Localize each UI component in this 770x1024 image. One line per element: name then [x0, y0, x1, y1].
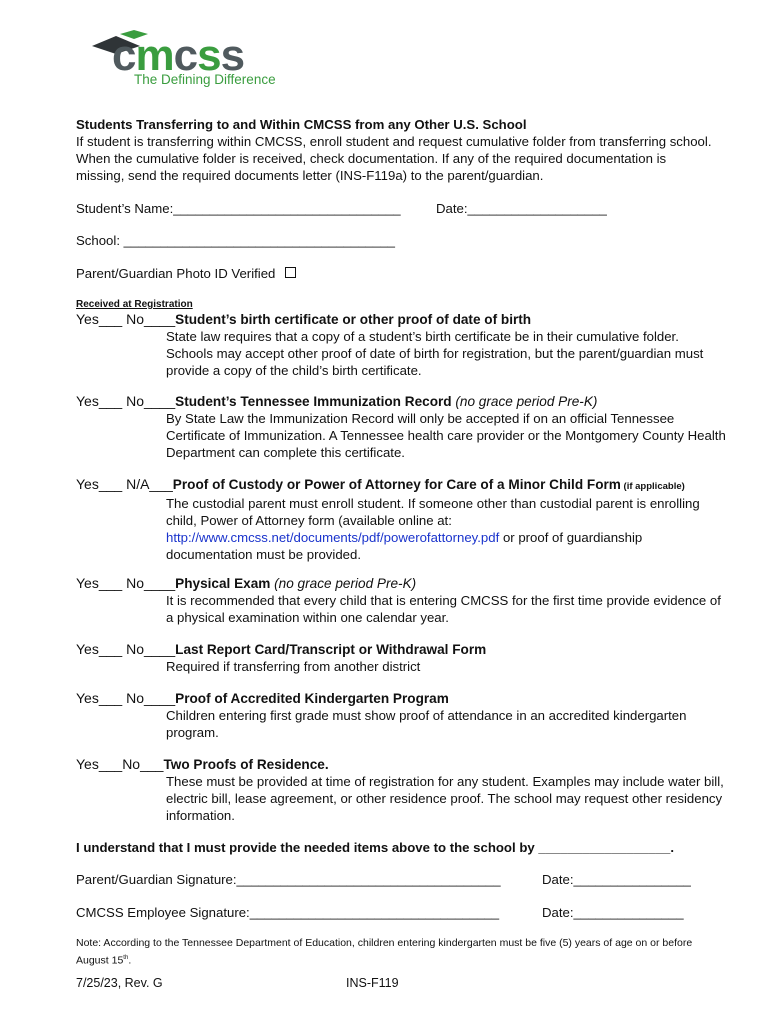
checklist-item-residence [76, 756, 736, 824]
photo-id-label: Parent/Guardian Photo ID Verified [76, 266, 276, 281]
yes-no-check[interactable]: Yes___ No____ [76, 311, 176, 327]
item-qualifier: (if applicable) [620, 481, 685, 492]
item-description [166, 495, 726, 563]
item-heading: Proof of Accredited Kindergarten Program [175, 691, 449, 706]
note-superscript: th [123, 955, 129, 961]
form-id: INS-F119 [346, 976, 399, 990]
item-description: Required if transferring from another district [166, 659, 421, 674]
school-field[interactable]: School: _____________________________________ [76, 233, 396, 248]
photo-id-checkbox[interactable] [285, 267, 296, 278]
item-description: By State Law the Immunization Record will only be accepted if on an official Tennessee Certificate of Immunization. A Tennessee health care provider or the Montgomery County Health Department can complete this certificate. [166, 411, 726, 460]
item-description: It is recommended that every child that is entering CMCSS for the first time provide evidence of a physical examination within one calendar year. [166, 593, 721, 625]
yes-no-check[interactable]: Yes___ No____ [76, 641, 176, 657]
yes-no-check[interactable]: Yes___No___ [76, 756, 164, 772]
revision-date: 7/25/23, Rev. G [76, 976, 163, 990]
kindergarten-age-note [76, 936, 716, 969]
received-label: Received at Registration [76, 299, 193, 310]
checklist-item-birth-certificate [76, 311, 736, 379]
employee-date-field[interactable]: Date:_______________ [542, 905, 684, 920]
item-heading: Physical Exam [175, 576, 271, 591]
intro-text: If student is transferring within CMCSS, enroll student and request cumulative folder from transferring school. When the cumulative folder is received, check documentation. If any of the required documentation is missing, send the required documents letter (INS-F119a) to the parent/guardian. [76, 134, 712, 183]
logo-tagline: The Defining Difference [134, 72, 276, 87]
item-note: (no grace period Pre-K) [270, 576, 417, 591]
note-text: Note: According to the Tennessee Department of Education, children entering kindergarten must be five (5) years of age on or before August 15 [76, 937, 693, 967]
item-heading: Student’s birth certificate or other proof of date of birth [175, 312, 532, 327]
student-name-field[interactable]: Student’s Name:_______________________________ [76, 201, 401, 216]
employee-signature-field[interactable]: CMCSS Employee Signature:__________________________________ [76, 905, 500, 920]
checklist-item-immunization [76, 393, 736, 461]
item-heading: Proof of Custody or Power of Attorney for Care of a Minor Child Form [172, 477, 621, 492]
item-heading: Two Proofs of Residence. [163, 757, 329, 772]
note-period: . [128, 954, 132, 967]
photo-id-row [76, 265, 296, 282]
parent-signature-field[interactable]: Parent/Guardian Signature:____________________________________ [76, 872, 501, 887]
yes-no-check[interactable]: Yes___ No____ [76, 575, 176, 591]
intro-section [76, 116, 716, 184]
item-description: Children entering first grade must show proof of attendance in an accredited kindergarten program. [166, 708, 687, 740]
yes-no-check[interactable]: Yes___ No____ [76, 690, 176, 706]
date-field[interactable]: Date:___________________ [436, 201, 607, 216]
checklist-item-kindergarten [76, 690, 736, 741]
logo-wordmark: cmcss [112, 31, 245, 80]
checklist-item-physical-exam [76, 575, 736, 626]
yes-na-check[interactable]: Yes___ N/A___ [76, 476, 173, 492]
item-heading: Last Report Card/Transcript or Withdrawal Form [175, 642, 487, 657]
cmcss-logo [90, 26, 280, 96]
understand-statement[interactable]: I understand that I must provide the needed items above to the school by __________________. [76, 840, 675, 855]
power-of-attorney-link[interactable]: http://www.cmcss.net/documents/pdf/powerofattorney.pdf [166, 530, 500, 545]
item-note: (no grace period Pre-K) [451, 394, 598, 409]
custody-text: The custodial parent must enroll student. If someone other than custodial parent is enrolling child, Power of Attorney form (available online at: [166, 496, 700, 528]
custody-text-end: or proof of guardianship documentation must be provided. [166, 530, 643, 562]
item-heading: Student’s Tennessee Immunization Record [175, 394, 452, 409]
yes-no-check[interactable]: Yes___ No____ [76, 393, 176, 409]
page-title: Students Transferring to and Within CMCSS from any Other U.S. School [76, 117, 527, 132]
checklist-item-report-card [76, 641, 736, 675]
item-description: These must be provided at time of registration for any student. Examples may include water bill, electric bill, lease agreement, or other residence proof. The school may request other residency information. [166, 774, 724, 823]
parent-date-field[interactable]: Date:________________ [542, 872, 691, 887]
item-description: State law requires that a copy of a student’s birth certificate be in their cumulative folder. Schools may accept other proof of date of birth for registration, but the parent/guardian must provide a copy of the child’s birth certificate. [166, 329, 704, 378]
checklist-item-custody [76, 476, 736, 563]
